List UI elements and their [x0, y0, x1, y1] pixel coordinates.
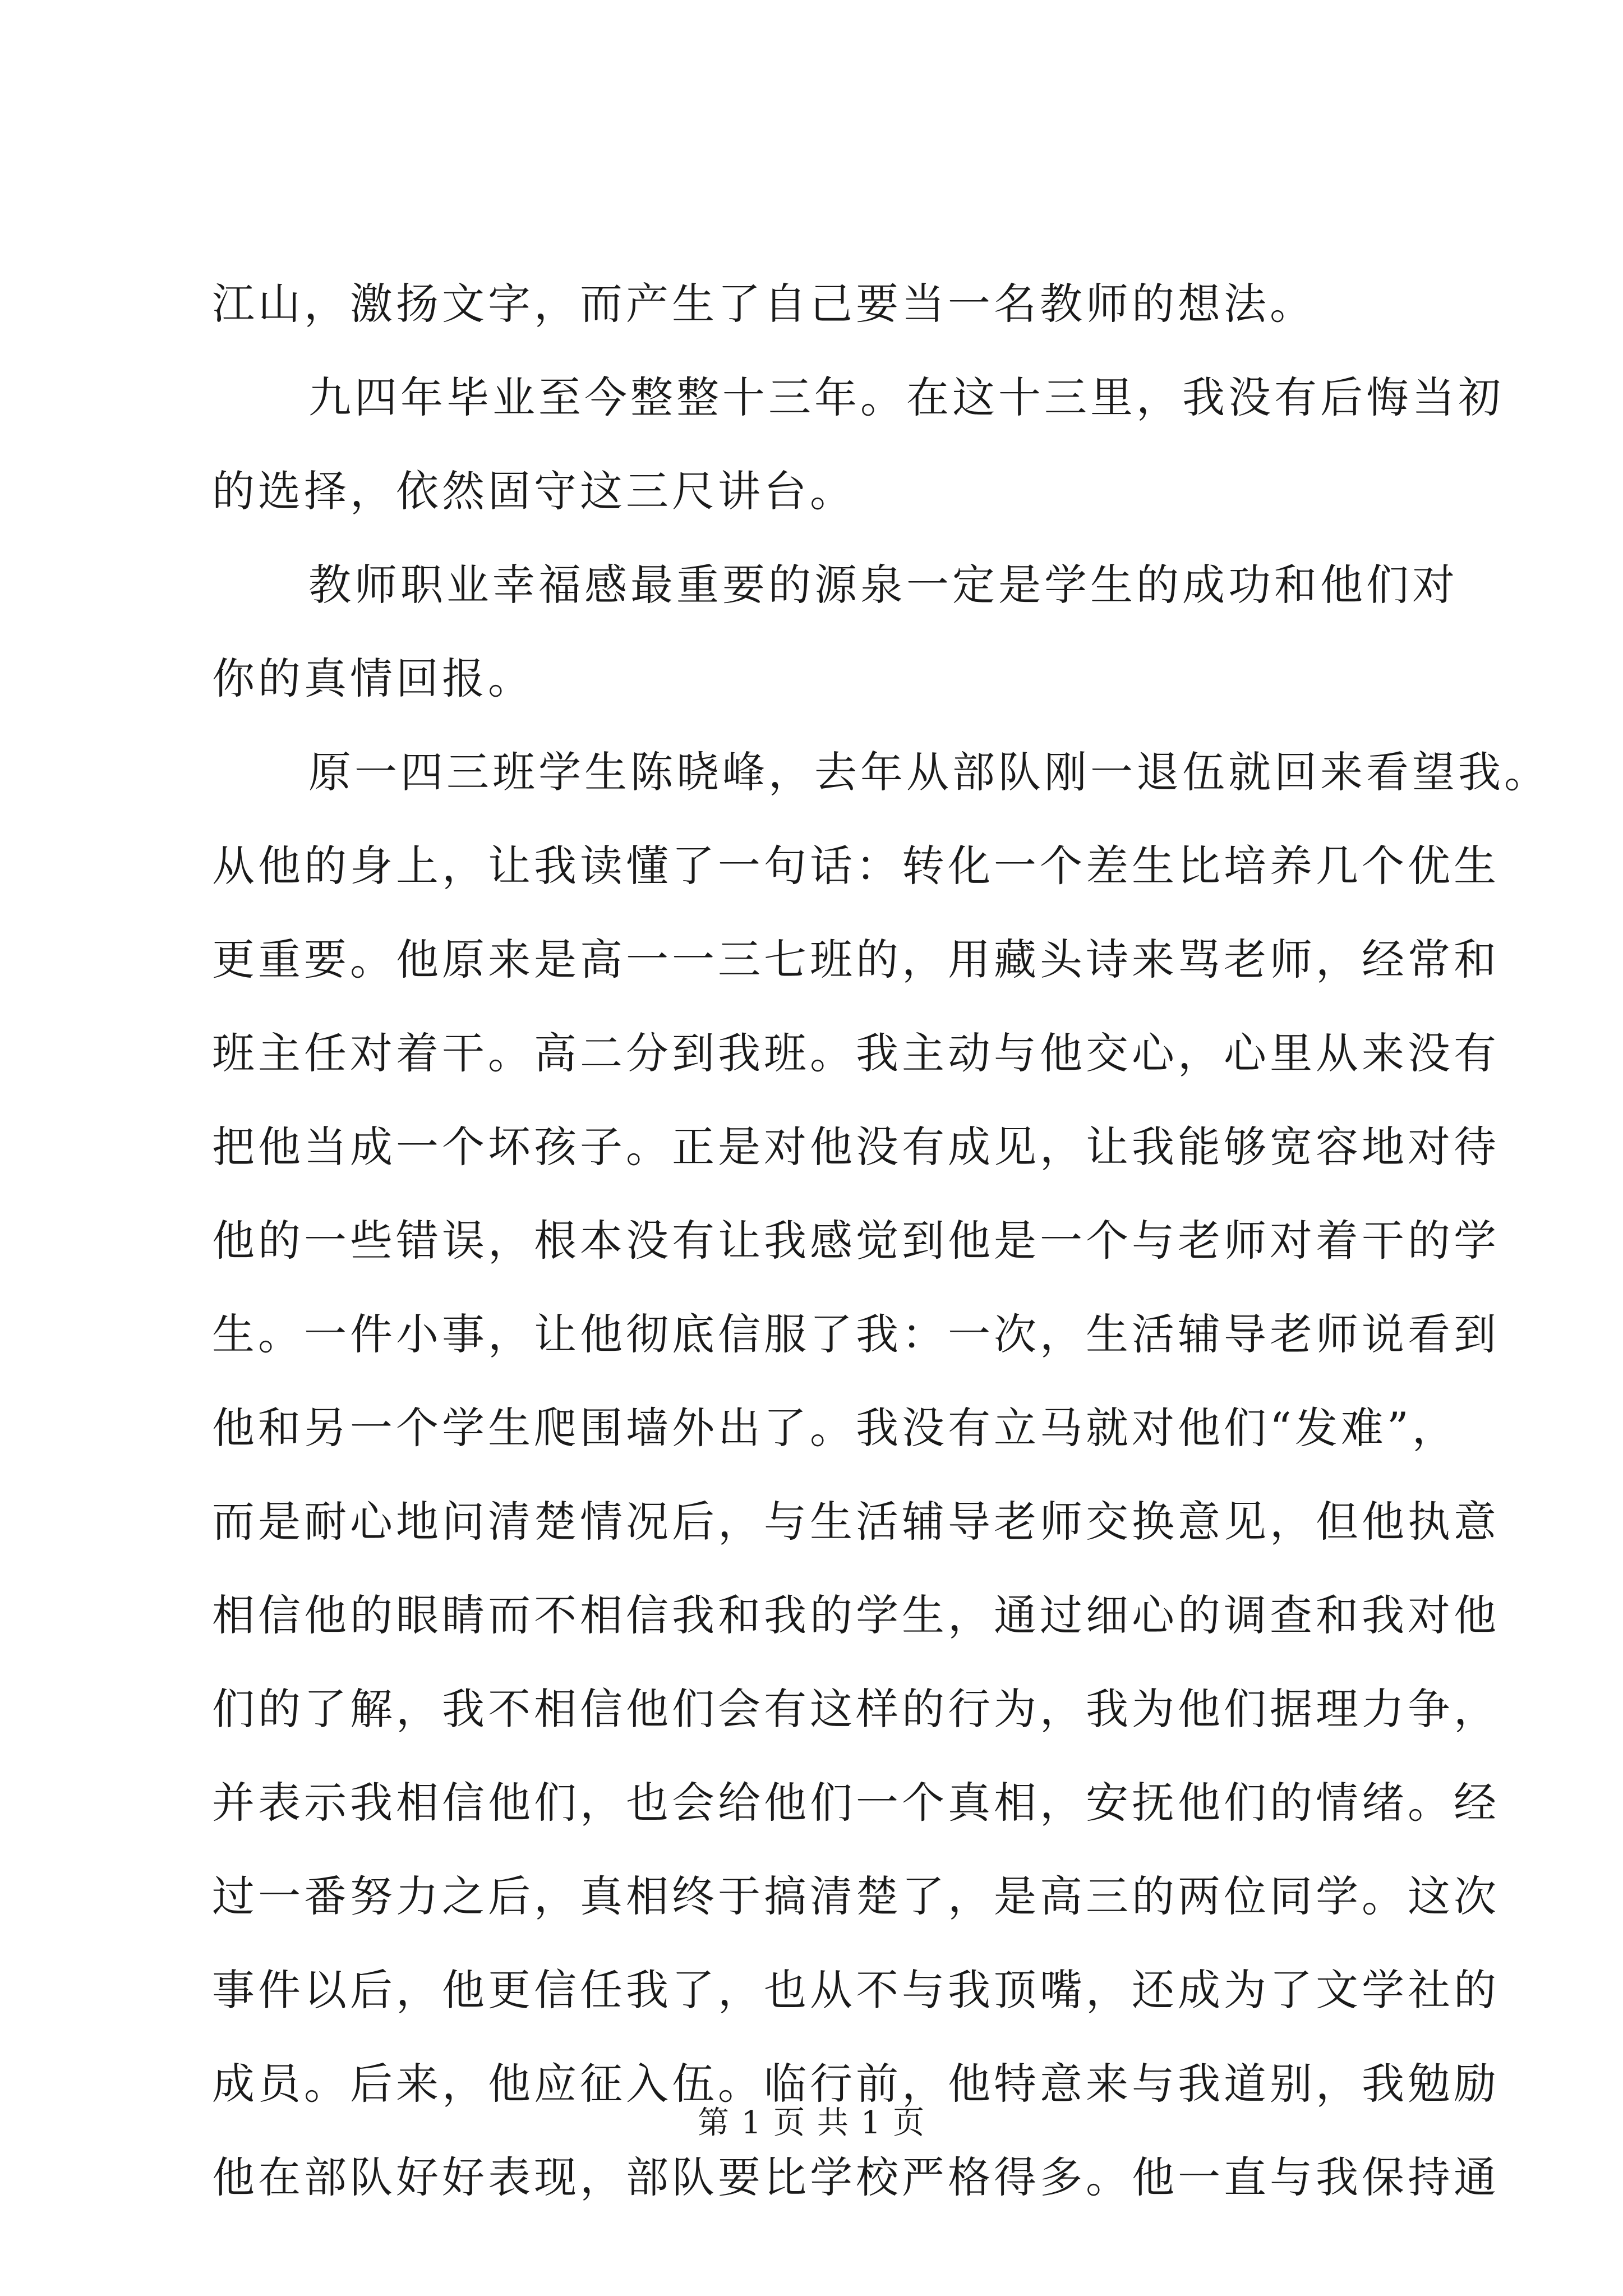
paragraph-start-line: 教师职业幸福感最重要的源泉一定是学生的成功和他们对 [308, 560, 1458, 610]
text-line: 他在部队好好表现，部队要比学校严格得多。他一直与我保持通 [212, 2152, 1500, 2202]
text-line: 生。一件小事，让他彻底信服了我：一次，生活辅导老师说看到 [212, 1309, 1500, 1359]
text-line: 江山，激扬文字，而产生了自己要当一名教师的想法。 [212, 279, 1316, 329]
paragraph-start-line: 九四年毕业至今整整十三年。在这十三里，我没有后悔当初 [308, 372, 1504, 422]
text-line: 你的真情回报。 [212, 654, 534, 703]
text-line: 并表示我相信他们，也会给他们一个真相，安抚他们的情绪。经 [212, 1778, 1500, 1828]
text-line: 相信他的眼睛而不相信我和我的学生，通过细心的调查和我对他 [212, 1590, 1500, 1640]
text-line: 而是耐心地问清楚情况后，与生活辅导老师交换意见，但他执意 [212, 1497, 1500, 1547]
text-line: 过一番努力之后，真相终于搞清楚了，是高三的两位同学。这次 [212, 1871, 1500, 1921]
text-line: 他和另一个学生爬围墙外出了。我没有立马就对他们“发难”， [212, 1403, 1458, 1453]
page-footer [0, 2101, 1623, 2146]
text-line: 从他的身上，让我读懂了一句话：转化一个差生比培养几个优生 [212, 841, 1500, 891]
text-line: 事件以后，他更信任我了，也从不与我顶嘴，还成为了文学社的 [212, 1965, 1500, 2015]
text-line: 班主任对着干。高二分到我班。我主动与他交心，心里从来没有 [212, 1028, 1500, 1078]
document-body [212, 257, 1550, 2224]
page-number-label: 第 1 页 共 1 页 [697, 2105, 926, 2141]
text-line: 成员。后来，他应征入伍。临行前，他特意来与我道别，我勉励 [212, 2059, 1500, 2109]
text-line: 的选择，依然固守这三尺讲台。 [212, 466, 856, 516]
text-line: 把他当成一个坏孩子。正是对他没有成见，让我能够宽容地对待 [212, 1122, 1500, 1172]
text-line: 他的一些错误，根本没有让我感觉到他是一个与老师对着干的学 [212, 1216, 1500, 1266]
text-line: 们的了解，我不相信他们会有这样的行为，我为他们据理力争， [212, 1684, 1500, 1734]
text-line: 更重要。他原来是高一一三七班的，用藏头诗来骂老师，经常和 [212, 935, 1500, 984]
paragraph-start-line: 原一四三班学生陈晓峰，去年从部队刚一退伍就回来看望我。 [308, 747, 1550, 797]
